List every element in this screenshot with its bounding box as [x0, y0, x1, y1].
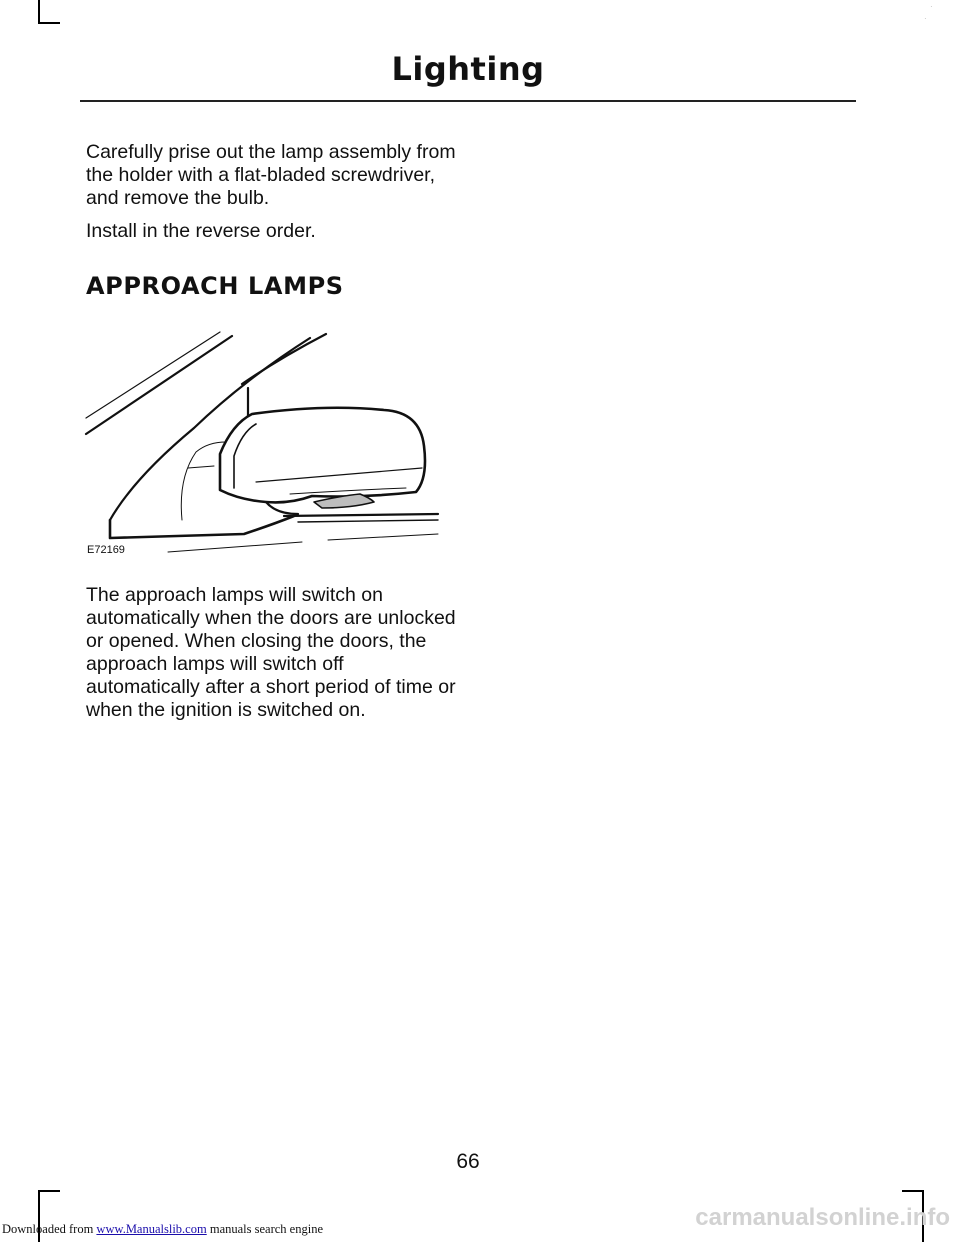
- crop-mark-bottom-right-h: [902, 1190, 924, 1192]
- footer-suffix: manuals search engine: [209, 1222, 323, 1236]
- crop-mark-top-left-v: [38, 0, 40, 24]
- section-title: Lighting: [391, 50, 545, 88]
- download-footer: [2, 1222, 323, 1237]
- manualslib-link[interactable]: www.Manualslib.com: [96, 1222, 207, 1236]
- paragraph-approach-lamps: The approach lamps will switch on automatically when the doors are unlocked or opened. When closing the doors, the approach lamps will switch off automatically after a short period of time or when the ignition is switched on.: [86, 584, 456, 721]
- corner-dot: ·: [924, 14, 927, 23]
- watermark-text: carmanualsonline.info: [695, 1204, 950, 1231]
- header-rule: [80, 100, 856, 102]
- section-heading: APPROACH LAMPS: [86, 272, 344, 300]
- mirror-approach-lamp-illustration: [84, 328, 440, 560]
- crop-mark-top-left-h: [38, 22, 60, 24]
- page-number: 66: [456, 1150, 480, 1173]
- figure-code: E72169: [87, 544, 125, 556]
- crop-mark-bottom-left-h: [38, 1190, 60, 1192]
- footer-prefix: Downloaded from: [2, 1222, 94, 1236]
- paragraph-install: Install in the reverse order.: [86, 220, 316, 242]
- intro-column: [86, 141, 456, 243]
- corner-dot: ·: [930, 2, 933, 11]
- approach-lamps-column: [86, 584, 456, 722]
- paragraph-remove-bulb: Carefully prise out the lamp assembly from the holder with a flat-bladed screwdriver, and remove the bulb.: [86, 141, 456, 209]
